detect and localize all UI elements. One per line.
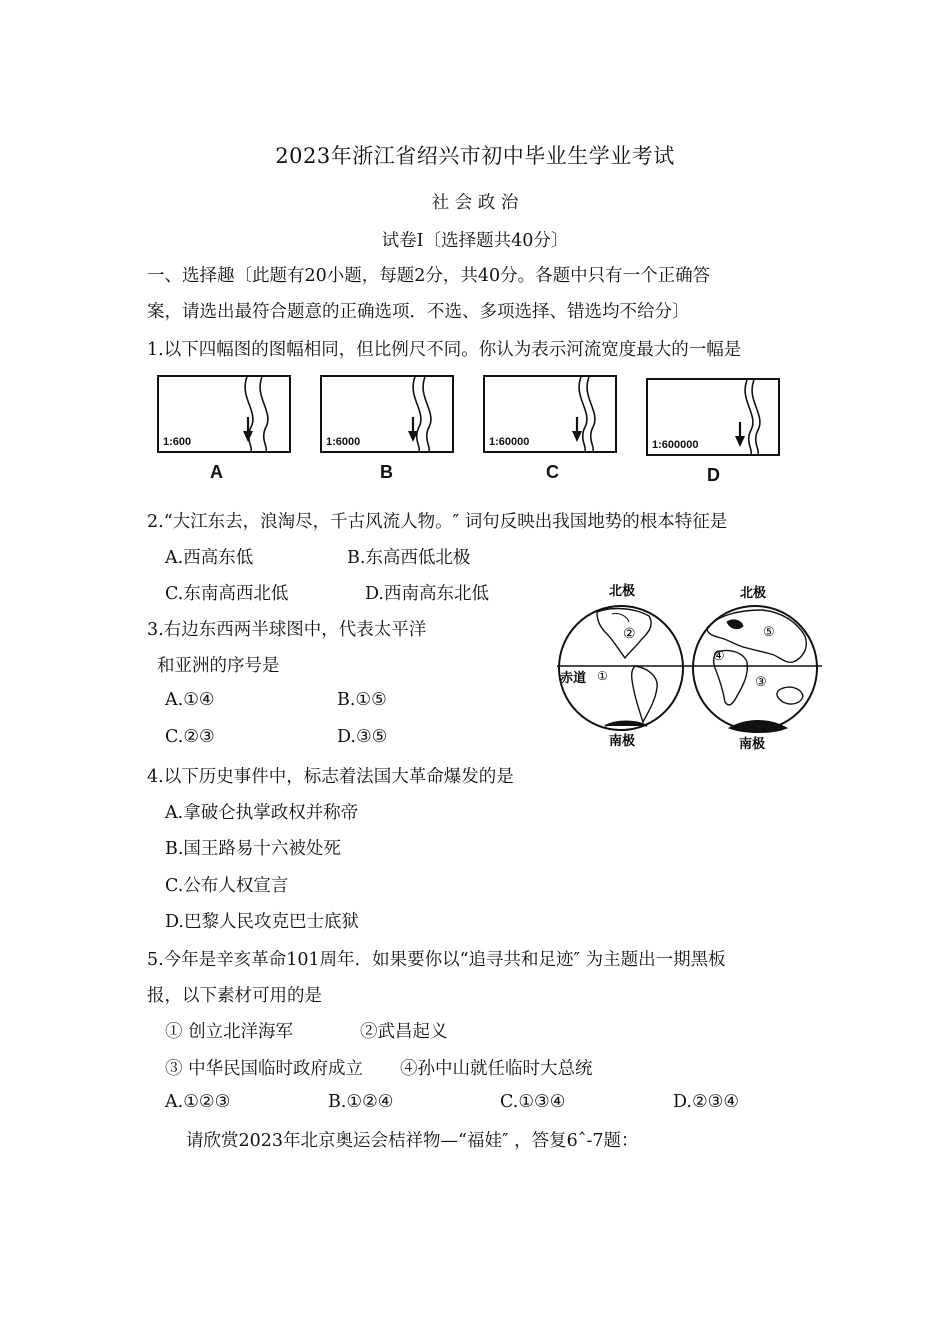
west-south-pole-label: 南极 xyxy=(609,733,636,748)
q2-option-c: C.东南高西北低 xyxy=(165,584,289,604)
east-south-pole-label: 南极 xyxy=(739,736,766,751)
q1-map-d-scale: 1:600000 xyxy=(652,439,699,451)
q1-map-b-scale: 1:6000 xyxy=(326,436,361,448)
q3-option-c: C.②③ xyxy=(165,727,215,747)
q3-option-b: B.①⑤ xyxy=(337,690,387,710)
q4-option-b: B.国王路易十六被处死 xyxy=(165,839,341,859)
q5-stem-line1: 5.今年是辛亥革命101周年．如果要你以“追寻共和足迹″ 为主题出一期黑板 xyxy=(147,950,726,970)
q3-option-d: D.③⑤ xyxy=(337,727,388,747)
q5-option-a: A.①②③ xyxy=(165,1092,231,1112)
equator-label: 赤道 xyxy=(560,670,587,685)
q1-map-a-scale: 1:600 xyxy=(163,436,192,448)
q5-item-3: ③ 中华民国临时政府成立 xyxy=(165,1059,364,1079)
paper-part-title: 试卷Ⅰ〔选择题共40分〕 xyxy=(381,231,569,251)
q1-map-d-label: D xyxy=(707,465,720,485)
q3-stem-line2: 和亚洲的序号是 xyxy=(157,656,280,676)
q4-option-a: A.拿破仑执掌政权并称帝 xyxy=(165,803,359,823)
hemisphere-figure xyxy=(557,578,822,753)
west-north-pole-label: 北极 xyxy=(609,583,636,598)
q1-stem: 1.以下四幅图的图幅相同，但比例尺不同。你认为表示河流宽度最大的一幅是 xyxy=(147,340,742,360)
q5-option-d: D.②③④ xyxy=(673,1092,740,1112)
q5-item-1: ① 创立北洋海军 xyxy=(165,1022,294,1042)
q5-stem-line2: 报，以下素材可用的是 xyxy=(147,986,322,1006)
exam-title: 2023年浙江省绍兴市初中毕业生学业考试 xyxy=(275,144,675,168)
section-instructions-line2: 案，请选出最符合题意的正确选项．不选、多项选择、错选均不给分〕 xyxy=(147,302,690,322)
marker-3: ③ xyxy=(755,674,767,689)
q6-7-intro: 请欣赏2023年北京奥运会桔祥物—“福娃″ ，答复6ˆ-7题： xyxy=(186,1131,639,1151)
subject-title: 社 会 政 治 xyxy=(431,193,519,213)
marker-5: ⑤ xyxy=(763,624,775,639)
q5-option-b: B.①②④ xyxy=(328,1092,394,1112)
q2-option-d: D.西南高东北低 xyxy=(365,584,489,604)
q1-map-b-label: B xyxy=(380,462,393,482)
section-instructions-line1: 一、选择趣〔此题有20小题，每题2分，共40分。各题中只有一个正确答 xyxy=(147,266,711,286)
q2-option-b: B.东高西低北极 xyxy=(347,548,471,568)
q1-map-c-scale: 1:60000 xyxy=(489,436,530,448)
q3-stem-line1: 3.右边东西两半球图中，代表太平洋 xyxy=(147,620,427,640)
q1-map-a-label: A xyxy=(210,462,223,482)
q2-stem: 2.“大江东去，浪淘尽，千古风流人物。″ 词句反映出我国地势的根本特征是 xyxy=(147,512,728,532)
q4-option-c: C.公布人权宣言 xyxy=(165,876,289,896)
marker-2: ② xyxy=(623,625,636,641)
marker-1: ① xyxy=(597,669,608,683)
q4-stem: 4.以下历史事件中，标志着法国大革命爆发的是 xyxy=(147,767,514,787)
marker-4: ④ xyxy=(713,648,725,663)
east-north-pole-label: 北极 xyxy=(740,585,767,600)
q3-option-a: A.①④ xyxy=(165,690,215,710)
q2-option-a: A.西高东低 xyxy=(165,548,254,568)
q5-item-4: ④孙中山就任临时大总统 xyxy=(400,1059,593,1079)
q5-option-c: C.①③④ xyxy=(500,1092,566,1112)
q5-item-2: ②武昌起义 xyxy=(360,1022,448,1042)
q1-map-c-label: C xyxy=(546,462,559,482)
hemisphere-drawing xyxy=(557,578,822,753)
q4-option-d: D.巴黎人民攻克巴士底狱 xyxy=(165,912,359,932)
